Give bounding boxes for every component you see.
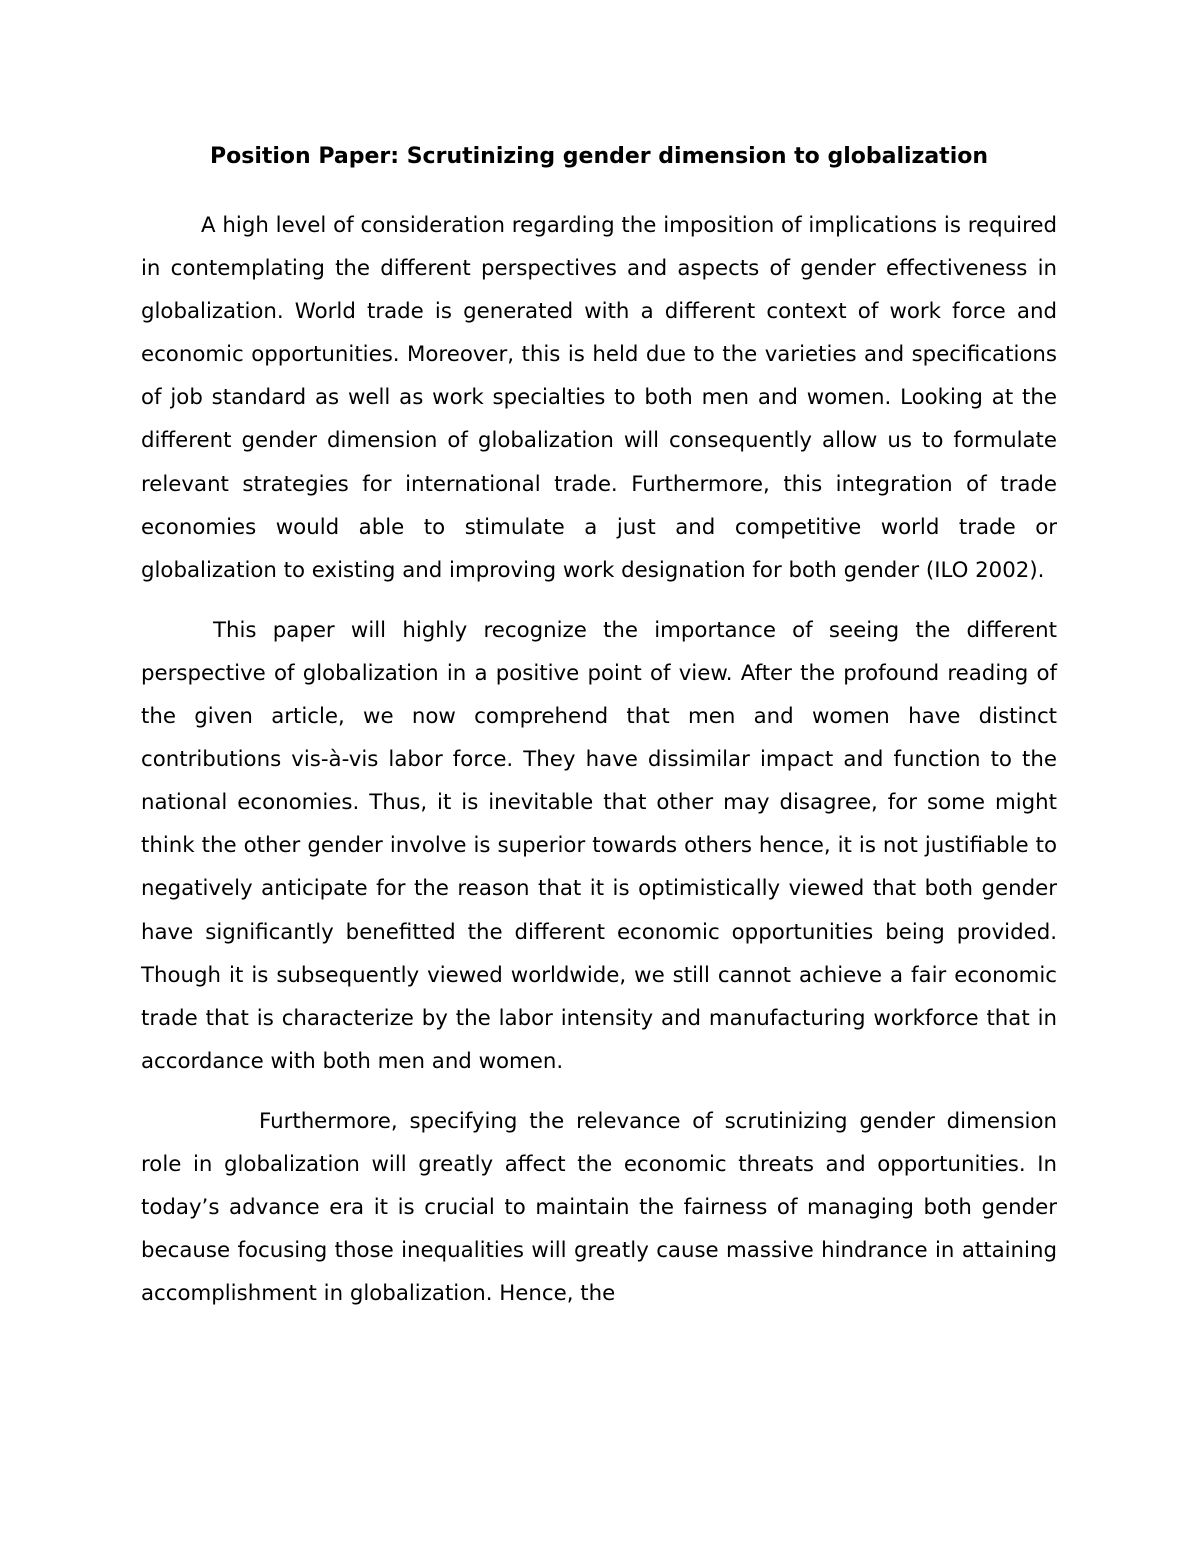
document-body [141,140,1057,1315]
paragraph-position: This paper will highly recognize the importance of seeing the different perspective of globalization in a positive point of view. After the profound reading of the given article, we now comprehend that men and women have distinct contributions vis-à-vis labor force. They have dissimilar impact and function to the national economies. Thus, it is inevitable that other may disagree, for some might think the other gender involve is superior towards others hence, it is not justifiable to negatively anticipate for the reason that it is optimistically viewed that both gender have significantly benefitted the different economic opportunities being provided. Though it is subsequently viewed worldwide, we still cannot achieve a fair economic trade that is characterize by the labor intensity and manufacturing workforce that in accordance with both men and women. [141,617,1057,1074]
paragraph-introduction: A high level of consideration regarding the imposition of implications is required in contemplating the different perspectives and aspects of gender effectiveness in globalization. World trade is generated with a different context of work force and economic opportunities. Moreover, this is held due to the varieties and specifications of job standard as well as work specialties to both men and women. Looking at the different gender dimension of globalization will consequently allow us to formulate relevant strategies for international trade. Furthermore, this integration of trade economies would able to stimulate a just and competitive world trade or globalization to existing and improving work designation for both gender (ILO 2002). [141,213,1057,583]
paragraph-furthermore: Furthermore, specifying the relevance of scrutinizing gender dimension role in globalization will greatly affect the economic threats and opportunities. In today’s advance era it is crucial to maintain the fairness of managing both gender because focusing those inequalities will greatly cause massive hindrance in attaining accomplishment in globalization. Hence, the [141,1108,1057,1307]
document-title: Position Paper: Scrutinizing gender dimension to globalization [209,144,989,169]
